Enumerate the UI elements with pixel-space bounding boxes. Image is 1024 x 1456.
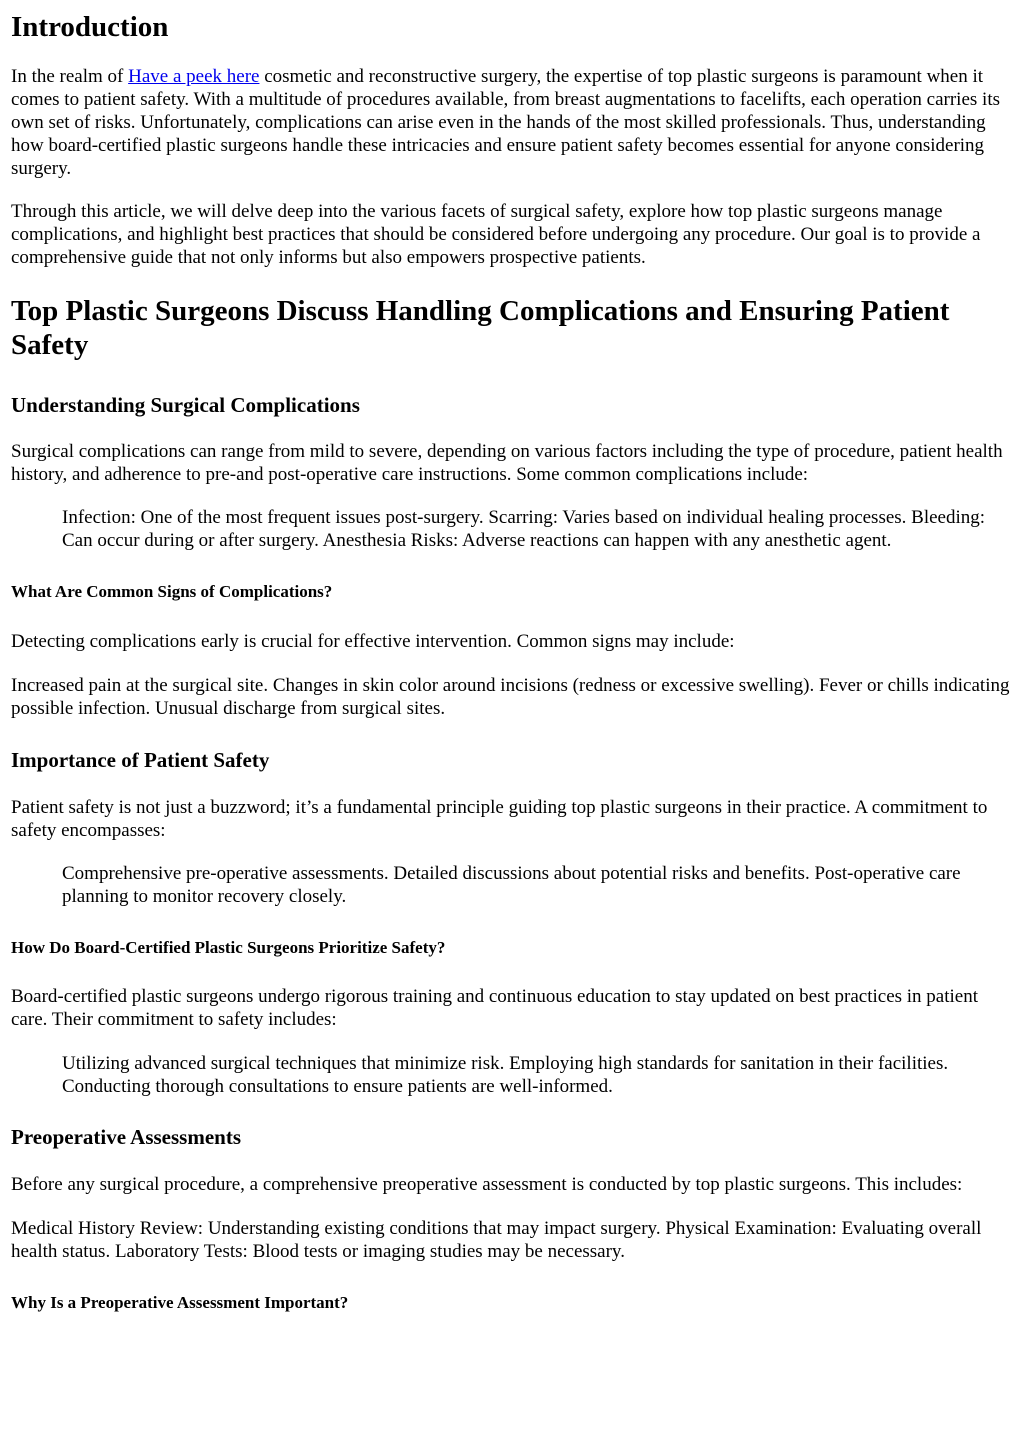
complications-paragraph: Surgical complications can range from mild to severe, depending on various factors including the type of procedure, patient health history, and adherence to pre-and post-operative care instructions. Some common complications include: [11, 441, 1003, 485]
preop-heading: Preoperative Assessments [11, 1125, 241, 1149]
prioritize-heading: How Do Board-Certified Plastic Surgeons Prioritize Safety? [11, 938, 446, 957]
intro-paragraph-1 [11, 65, 1013, 180]
signs-heading: What Are Common Signs of Complications? [11, 582, 333, 601]
complications-list: Infection: One of the most frequent issues post-surgery. Scarring: Varies based on individual healing processes. Bleeding: Can occur during or after surgery. Anesthesia Risks: Adverse reactions can happen with any anesthetic agent. [62, 507, 986, 551]
article [0, 10, 1024, 1313]
prioritize-paragraph: Board-certified plastic surgeons undergo rigorous training and continuous education to stay updated on best practices in patient care. Their commitment to safety includes: [11, 986, 978, 1030]
why-heading: Why Is a Preoperative Assessment Important? [11, 1293, 349, 1312]
intro-text-before-link: In the realm of [11, 66, 129, 87]
preop-paragraph-2: Medical History Review: Understanding existing conditions that may impact surgery. Physical Examination: Evaluating overall health status. Laboratory Tests: Blood tests or imaging studies may be necessary. [11, 1218, 982, 1262]
safety-heading: Importance of Patient Safety [11, 748, 270, 772]
safety-paragraph: Patient safety is not just a buzzword; it’s a fundamental principle guiding top plastic surgeons in their practice. A commitment to safety encompasses: [11, 797, 988, 841]
intro-text-after-link: cosmetic and reconstructive surgery, the expertise of top plastic surgeons is paramount when it comes to patient safety. With a multitude of procedures available, from breast augmentations to facelifts, each operation carries its own set of risks. Unfortunately, complications can arise even in the hands of the most skilled professionals. Thus, understanding how board-certified plastic surgeons handle these intricacies and ensure patient safety becomes essential for anyone considering surgery. [11, 66, 1000, 179]
signs-paragraph-2: Increased pain at the surgical site. Changes in skin color around incisions (redness or excessive swelling). Fever or chills indicating possible infection. Unusual discharge from surgical sites. [11, 675, 1010, 719]
main-heading: Top Plastic Surgeons Discuss Handling Complications and Ensuring Patient Safety [11, 295, 950, 361]
preop-paragraph-1: Before any surgical procedure, a comprehensive preoperative assessment is conducted by top plastic surgeons. This includes: [11, 1174, 963, 1195]
complications-heading: Understanding Surgical Complications [11, 393, 360, 417]
prioritize-list: Utilizing advanced surgical techniques that minimize risk. Employing high standards for sanitation in their facilities. Conducting thorough consultations to ensure patients are well-informed. [62, 1053, 949, 1097]
intro-paragraph-2: Through this article, we will delve deep into the various facets of surgical safety, explore how top plastic surgeons manage complications, and highlight best practices that should be considered before undergoing any procedure. Our goal is to provide a comprehensive guide that not only informs but also empowers prospective patients. [11, 201, 981, 268]
safety-list: Comprehensive pre-operative assessments. Detailed discussions about potential risks and benefits. Post-operative care planning to monitor recovery closely. [62, 863, 961, 907]
have-a-peek-link[interactable]: Have a peek here [128, 66, 260, 87]
signs-paragraph-1: Detecting complications early is crucial for effective intervention. Common signs may include: [11, 631, 735, 652]
intro-heading: Introduction [11, 11, 169, 43]
